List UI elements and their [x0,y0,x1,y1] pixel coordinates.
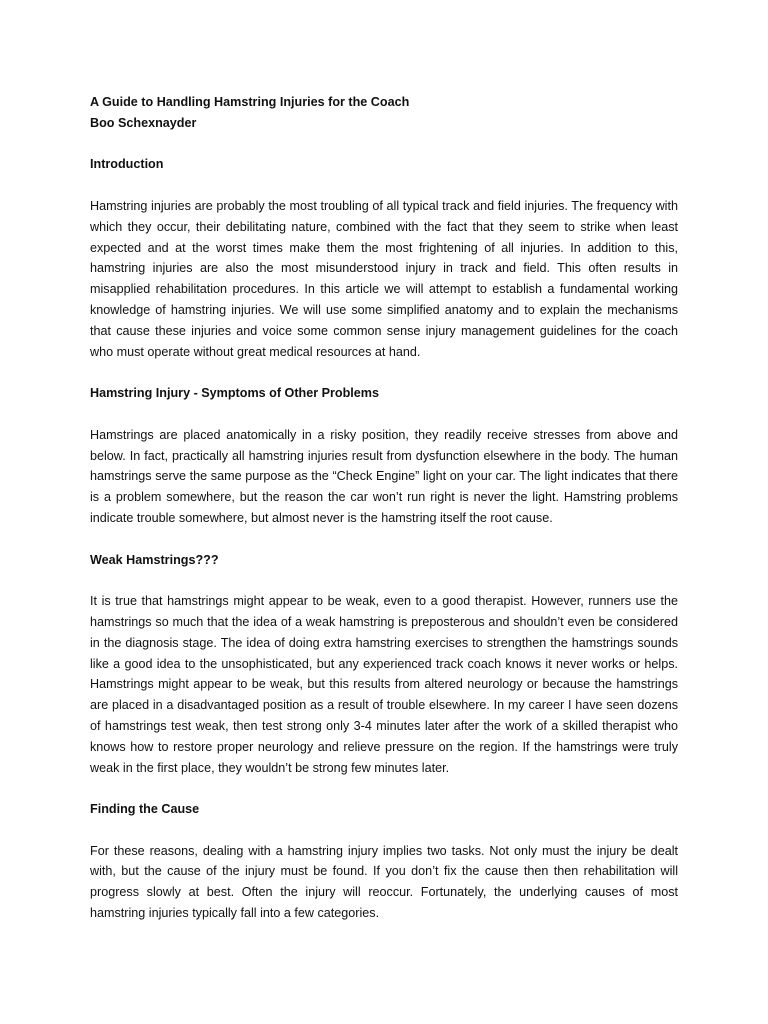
document-page [90,92,678,924]
section-text-weak-hamstrings: It is true that hamstrings might appear to be weak, even to a good therapist. However, runners use the hamstrings so much that the idea of a weak hamstring is preposterous and shouldn’t even be considered in the diagnosis stage. The idea of doing extra hamstring exercises to strengthen the hamstrings sounds like a good idea to the unsophisticated, but any experienced track coach knows it never works or helps. Hamstrings might appear to be weak, but this results from altered neurology or because the hamstrings are placed in a disadvantaged position as a result of trouble elsewhere. In my career I have seen dozens of hamstrings test weak, then test strong only 3-4 minutes later after the work of a skilled therapist who knows how to restore proper neurology and relieve pressure on the region. If the hamstrings were truly weak in the first place, they wouldn’t be strong few minutes later. [90,594,678,775]
document-author: Boo Schexnayder [90,115,197,130]
section-heading-weak-hamstrings: Weak Hamstrings??? [90,552,219,567]
section-text-symptoms: Hamstrings are placed anatomically in a risky position, they readily receive stresses from above and below. In fact, practically all hamstring injuries result from dysfunction elsewhere in the body. The human hamstrings serve the same purpose as the “Check Engine” light on your car. The light indicates that there is a problem somewhere, but the reason the car won’t run right is never the light. Hamstring problems indicate trouble somewhere, but almost never is the hamstring itself the root cause. [90,427,678,525]
section-text-introduction: Hamstring injuries are probably the most troubling of all typical track and field injuries. The frequency with which they occur, their debilitating nature, combined with the fact that they seem to strike when least expected and at the worst times make them the most frightening of all injuries. In addition to this, hamstring injuries are also the most misunderstood injury in track and field. This often results in misapplied rehabilitation procedures. In this article we will attempt to establish a fundamental working knowledge of hamstring injuries. We will use some simplified anatomy and to explain the mechanisms that cause these injuries and voice some common sense injury management guidelines for the coach who must operate without great medical resources at hand. [90,198,678,359]
document-title: A Guide to Handling Hamstring Injuries for the Coach [90,95,410,109]
section-heading-symptoms: Hamstring Injury - Symptoms of Other Problems [90,386,380,401]
section-heading-introduction: Introduction [90,157,164,172]
section-heading-finding-cause: Finding the Cause [90,802,200,817]
section-text-finding-cause: For these reasons, dealing with a hamstring injury implies two tasks. Not only must the injury be dealt with, but the cause of the injury must be found. If you don’t fix the cause then then rehabilitation will progress slowly at best. Often the injury will reoccur. Fortunately, the underlying causes of most hamstring injuries typically fall into a few categories. [90,843,678,921]
